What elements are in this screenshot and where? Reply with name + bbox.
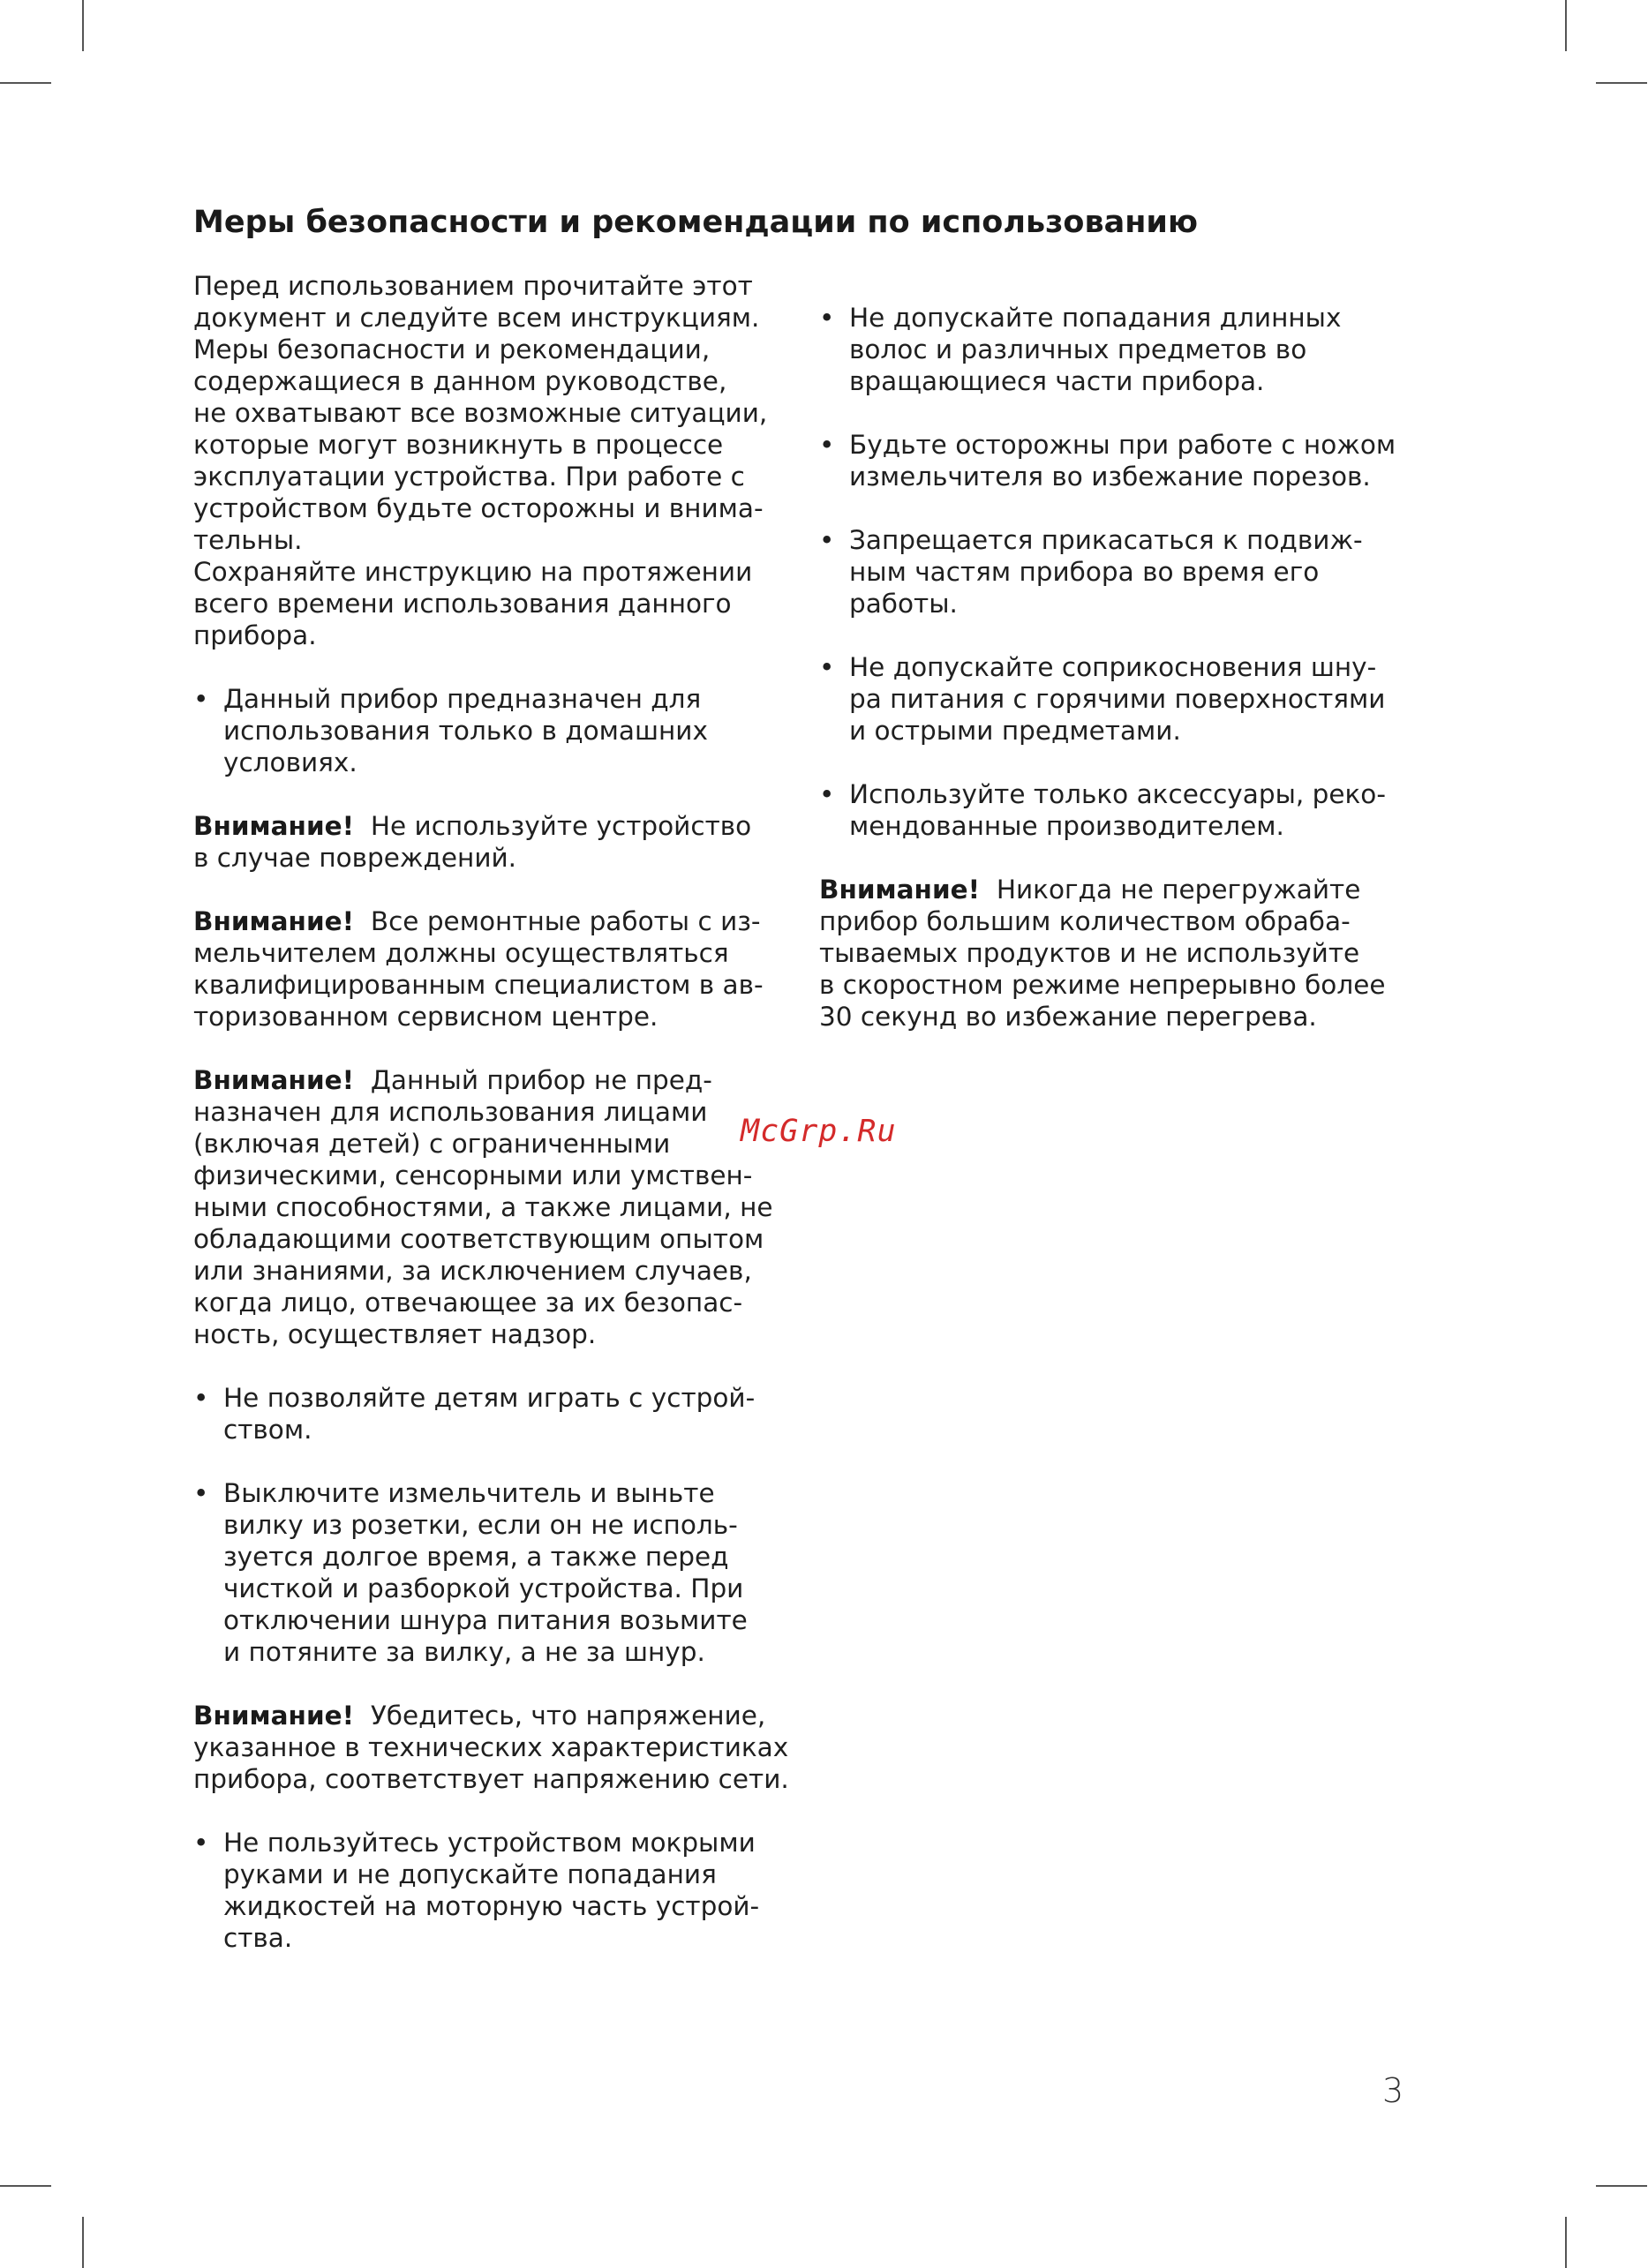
text-line: Не допускайте соприкосновения шну-	[849, 652, 1377, 682]
text-line: Сохраняйте инструкцию на протяжении	[193, 557, 753, 587]
warning-label: Внимание!	[193, 906, 355, 936]
bullet-icon: •	[193, 684, 209, 714]
crop-mark	[1565, 0, 1567, 51]
text-line: использования только в домашних	[223, 716, 708, 746]
text-line: в случае повреждений.	[193, 843, 517, 873]
text-line: физическими, сенсорными или умствен-	[193, 1160, 753, 1190]
crop-mark	[0, 82, 51, 84]
text-line: 30 секунд во избежание перегрева.	[819, 1002, 1317, 1032]
text-line: обладающими соответствующим опытом	[193, 1224, 764, 1254]
text-line: ными способностями, а также лицами, не	[193, 1192, 773, 1222]
bullet-icon: •	[819, 303, 835, 333]
text-line: Не допускайте попадания длинных	[849, 303, 1342, 333]
bullet-icon: •	[819, 779, 835, 809]
bullet-home-use	[193, 683, 790, 778]
text-line: Меры безопасности и рекомендации,	[193, 334, 711, 364]
text-line: ра питания с горячими поверхностями	[849, 684, 1386, 714]
crop-mark	[1596, 2185, 1647, 2187]
text-line: Внимание! Никогда не перегружайте	[819, 875, 1361, 905]
text-line: квалифицированным специалистом в ав-	[193, 970, 764, 1000]
text-line: которые могут возникнуть в процессе	[193, 430, 724, 460]
warning-label: Внимание!	[819, 875, 981, 905]
text-line: Внимание! Данный прибор не пред-	[193, 1065, 712, 1095]
bullet-children	[193, 1382, 790, 1446]
text-line: торизованном сервисном центре.	[193, 1002, 658, 1032]
text-line: эксплуатации устройства. При работе с	[193, 462, 745, 492]
text-line: Выключите измельчитель и выньте	[223, 1478, 715, 1508]
bullet-icon: •	[819, 525, 835, 555]
text-line: в скоростном режиме непрерывно более	[819, 970, 1386, 1000]
warning-label: Внимание!	[193, 1065, 355, 1095]
bullet-icon: •	[819, 430, 835, 460]
bullet-knife	[819, 429, 1419, 492]
right-column	[819, 302, 1419, 1064]
text-line: Будьте осторожны при работе с ножом	[849, 430, 1396, 460]
text-line: (включая детей) с ограниченными	[193, 1129, 671, 1159]
text-line: измельчителя во избежание порезов.	[849, 462, 1371, 492]
bullet-icon: •	[819, 652, 835, 682]
text-line: ством.	[223, 1415, 312, 1445]
text-line: жидкостей на моторную часть устрой-	[223, 1891, 760, 1921]
text-line: ства.	[223, 1923, 293, 1953]
text-line: Внимание! Все ремонтные работы с из-	[193, 906, 761, 936]
warning-label: Внимание!	[193, 1701, 355, 1731]
text-line: ным частям прибора во время его	[849, 557, 1320, 587]
text-line: Внимание! Не используйте устройство	[193, 811, 752, 841]
text-line: условиях.	[223, 747, 357, 777]
text-line: указанное в технических характеристиках	[193, 1732, 789, 1762]
warning-overload	[819, 874, 1419, 1033]
text-line: мендованные производителем.	[849, 811, 1284, 841]
text-line: Не пользуйтесь устройством мокрыми	[223, 1828, 756, 1858]
text-line: назначен для использования лицами	[193, 1097, 708, 1127]
crop-mark	[1565, 2217, 1567, 2268]
crop-mark	[82, 2217, 84, 2268]
text-line: или знаниями, за исключением случаев,	[193, 1256, 752, 1286]
warning-label: Внимание!	[193, 811, 355, 841]
text-line: документ и следуйте всем инструкциям.	[193, 303, 760, 333]
text-line: прибора, соответствует напряжению сети.	[193, 1764, 789, 1794]
bullet-moving-parts	[819, 524, 1419, 620]
warning-persons	[193, 1064, 790, 1350]
text-line: и острыми предметами.	[849, 716, 1181, 746]
text-line: и потяните за вилку, а не за шнур.	[223, 1637, 705, 1667]
bullet-icon: •	[193, 1383, 209, 1413]
text-line: Данный прибор предназначен для	[223, 684, 702, 714]
text-line: тываемых продуктов и не используйте	[819, 938, 1360, 968]
text-line: Внимание! Убедитесь, что напряжение,	[193, 1701, 766, 1731]
bullet-power-cord	[819, 651, 1419, 747]
text-line: Используйте только аксессуары, реко-	[849, 779, 1387, 809]
left-column	[193, 270, 790, 1986]
text-line: устройством будьте осторожны и внима-	[193, 493, 764, 523]
warning-damage	[193, 810, 790, 874]
warning-voltage	[193, 1700, 790, 1795]
text-line: Не позволяйте детям играть с устрой-	[223, 1383, 756, 1413]
text-line: работы.	[849, 589, 958, 619]
watermark: McGrp.Ru	[741, 1114, 897, 1149]
text-line: вилку из розетки, если он не исполь-	[223, 1510, 738, 1540]
text-line: мельчителем должны осуществляться	[193, 938, 729, 968]
page-title: Меры безопасности и рекомендации по использованию	[193, 205, 1198, 240]
text-line: чисткой и разборкой устройства. При	[223, 1573, 744, 1603]
text-line: тельны.	[193, 525, 303, 555]
text-line: прибор большим количеством обраба-	[819, 906, 1351, 936]
crop-mark	[1596, 82, 1647, 84]
text-line: Запрещается прикасаться к подвиж-	[849, 525, 1363, 555]
text-line: Перед использованием прочитайте этот	[193, 271, 753, 301]
bullet-unplug	[193, 1477, 790, 1668]
text-line: содержащиеся в данном руководстве,	[193, 366, 727, 396]
crop-mark	[0, 2185, 51, 2187]
text-line: вращающиеся части прибора.	[849, 366, 1265, 396]
intro-paragraph	[193, 270, 790, 651]
bullet-accessories	[819, 778, 1419, 842]
text-line: ность, осуществляет надзор.	[193, 1319, 597, 1349]
bullet-icon: •	[193, 1478, 209, 1508]
warning-repair	[193, 905, 790, 1033]
text-line: волос и различных предметов во	[849, 334, 1307, 364]
text-line: прибора.	[193, 620, 317, 650]
text-line: всего времени использования данного	[193, 589, 732, 619]
text-line: зуется долгое время, а также перед	[223, 1542, 729, 1572]
text-line: руками и не допускайте попадания	[223, 1859, 717, 1889]
text-line: не охватывают все возможные ситуации,	[193, 398, 768, 428]
text-line: отключении шнура питания возьмите	[223, 1605, 748, 1635]
bullet-icon: •	[193, 1828, 209, 1858]
bullet-wet-hands	[193, 1827, 790, 1954]
bullet-hair	[819, 302, 1419, 397]
page-number: 3	[1382, 2071, 1404, 2110]
text-line: когда лицо, отвечающее за их безопас-	[193, 1288, 743, 1318]
crop-mark	[82, 0, 84, 51]
